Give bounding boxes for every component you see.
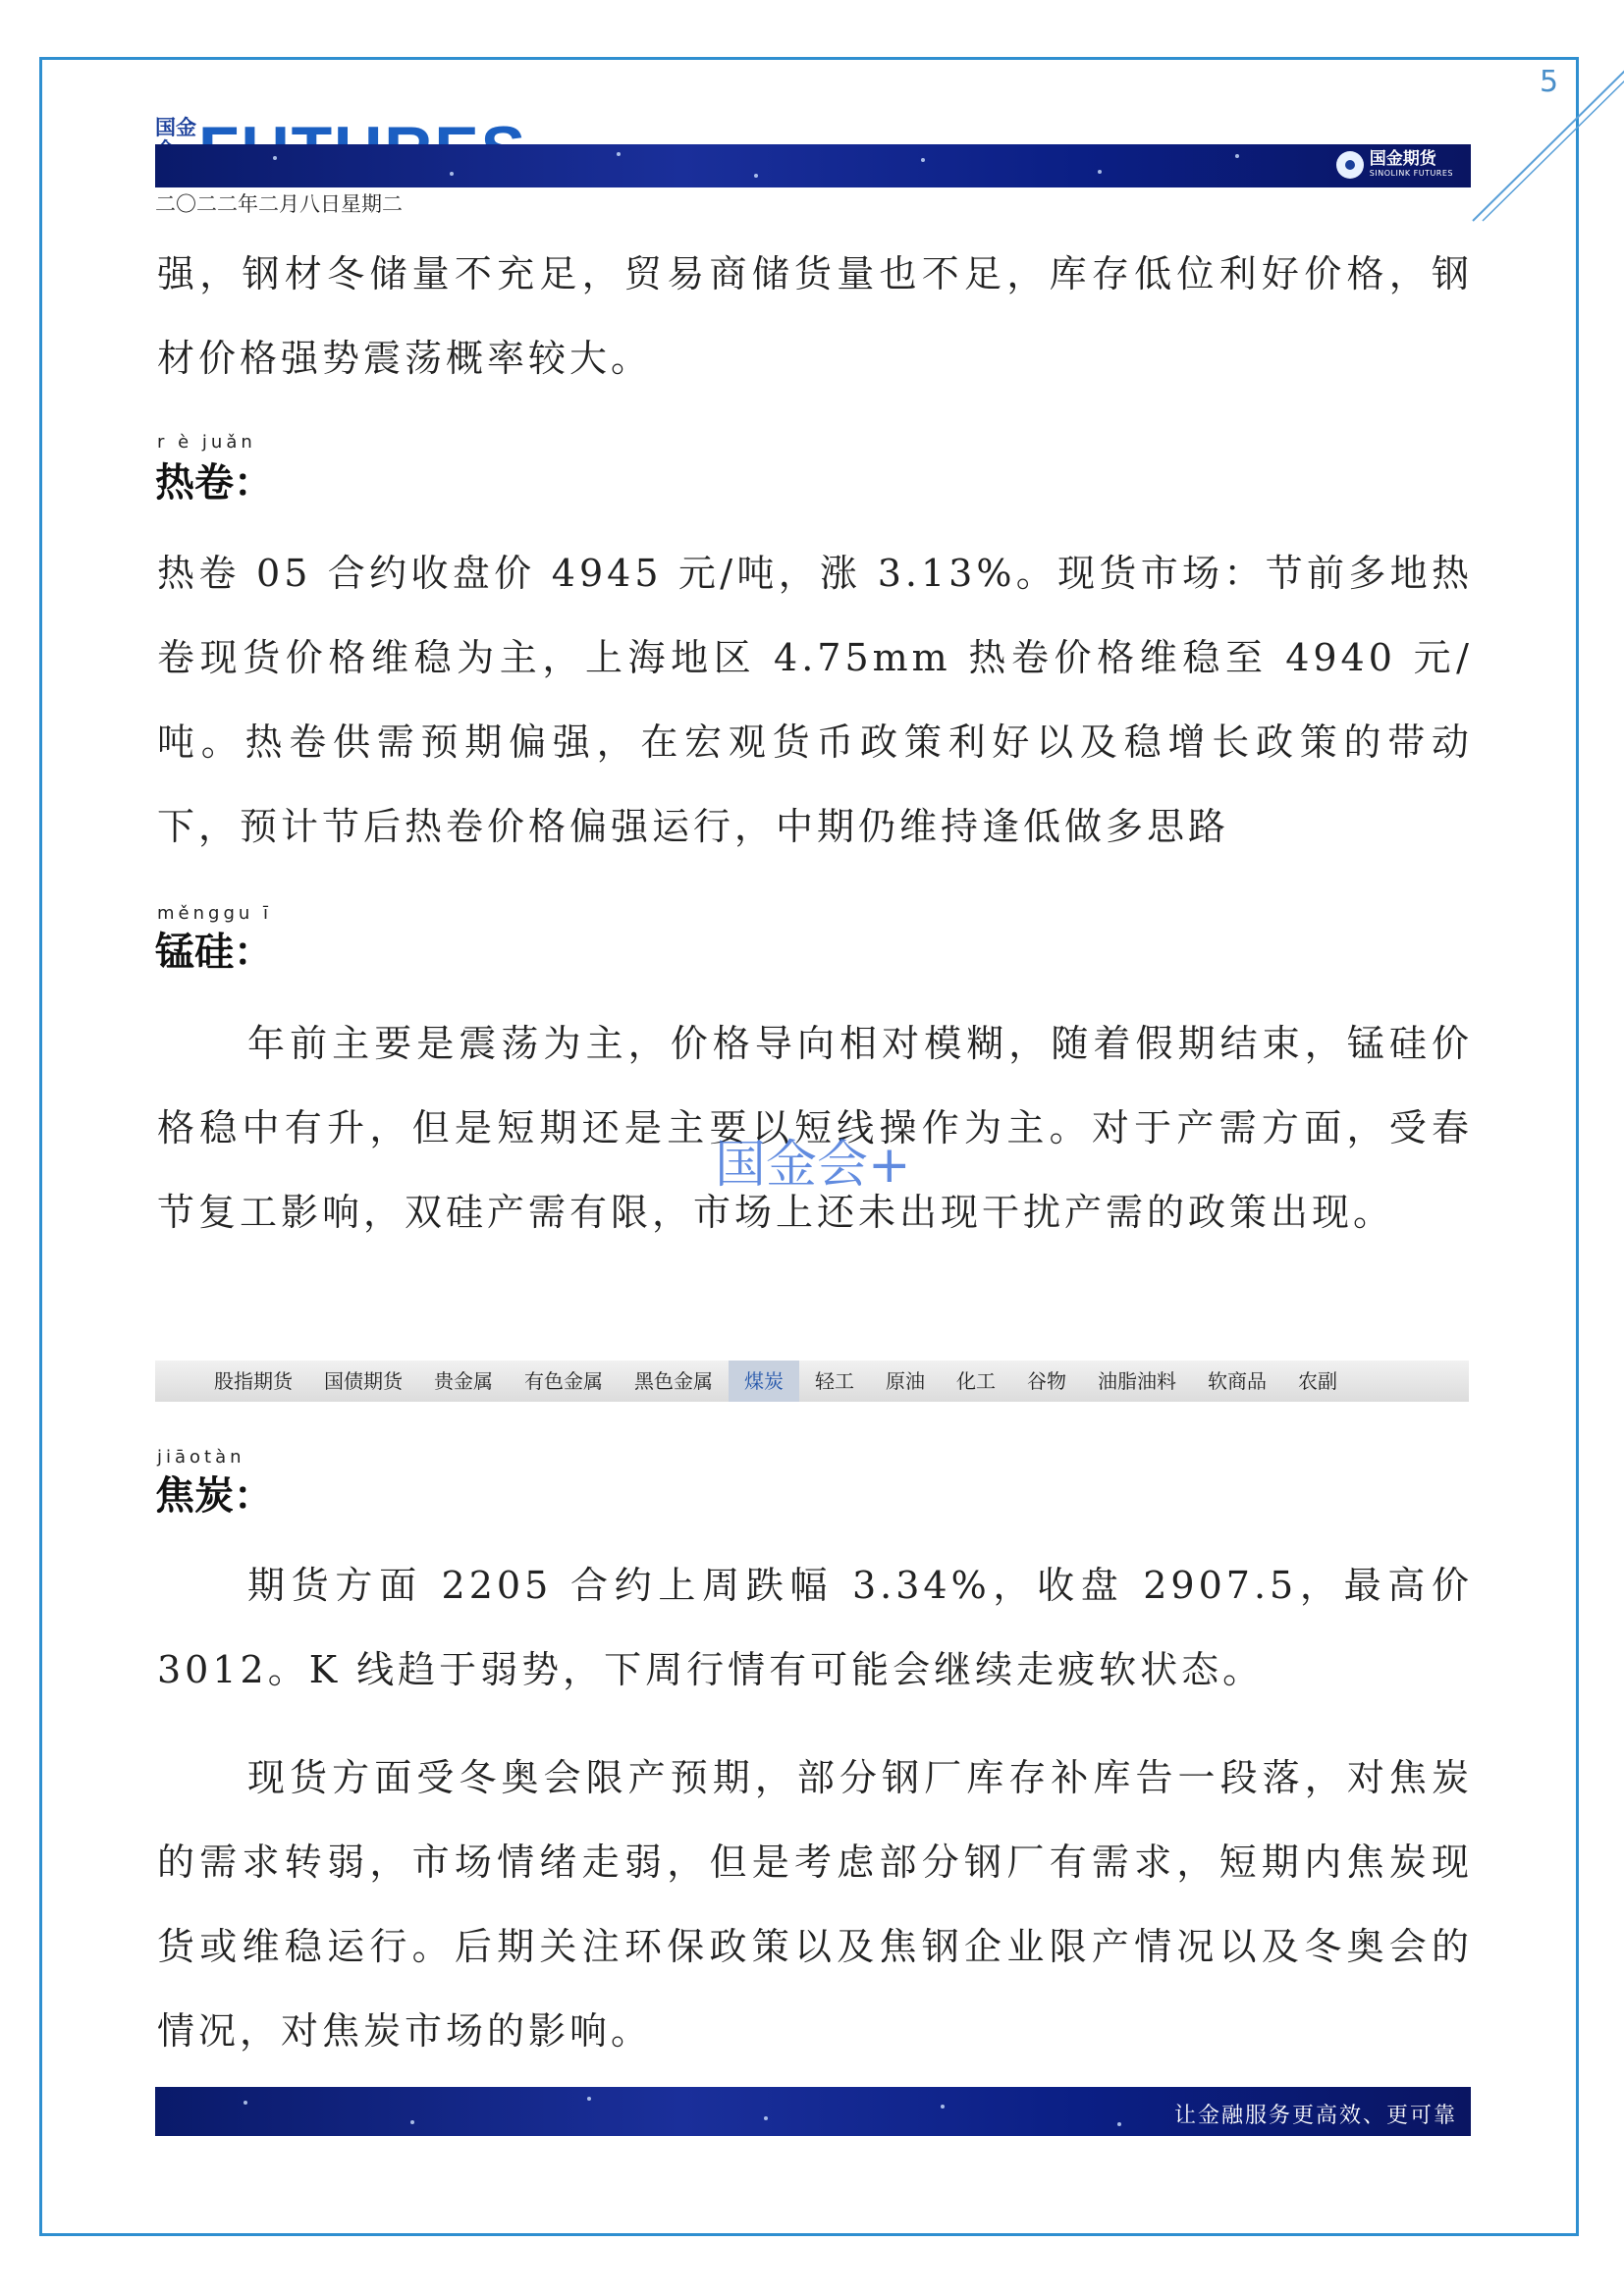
category-nav [155,1361,1469,1402]
menggui-heading: 锰硅： [155,930,273,975]
watermark: 国金会+ [715,1136,911,1195]
nav-item-12[interactable]: 农副 [1298,1369,1337,1393]
company-logo [1336,150,1453,179]
nav-item-11[interactable]: 软商品 [1208,1369,1267,1393]
nav-item-1[interactable]: 国债期货 [324,1369,403,1393]
footer-slogan: 让金融服务更高效、更可靠 [1173,2104,1457,2128]
nav-item-6[interactable]: 轻工 [815,1369,854,1393]
report-date: 二〇二二年二月八日星期二 [155,192,403,216]
nav-item-0[interactable]: 股指期货 [214,1369,293,1393]
menggui-paragraph: 年前主要是震荡为主，价格导向相对模糊，随着假期结束，锰硅价格稳中有升，但是短期还是主要以短线操作为主。对于产需方面，受春节复工影响，双硅产需有限，市场上还未出现干扰产需的政策出现。 [157,1022,1473,1234]
jiaotan-paragraph-1: 期货方面 2205 合约上周跌幅 3.34%，收盘 2907.5，最高价 3012。K 线趋于弱势，下周行情有可能会继续走疲软状态。 [157,1564,1473,1691]
rejuan-paragraph: 热卷 05 合约收盘价 4945 元/吨，涨 3.13%。现货市场：节前多地热卷现货价格维稳为主，上海地区 4.75mm 热卷价格维稳至 4940 元/吨。热卷供需预期偏强，在宏观货币政策利好以及稳增长政策的带动下，预计节后热卷价格偏强运行，中期仍维持逢低做多思路 [157,552,1473,848]
nav-item-4[interactable]: 黑色金属 [634,1369,713,1393]
brand-small-top: 国金 [155,115,196,139]
nav-item-9[interactable]: 谷物 [1027,1369,1066,1393]
jiaotan-heading: 焦炭： [155,1473,273,1519]
company-logo-icon [1336,151,1364,179]
nav-item-10[interactable]: 油脂油料 [1098,1369,1176,1393]
jiaotan-pinyin: jiāotàn [157,1447,245,1468]
menggui-pinyin: měnggu ī [157,903,272,924]
corner-decoration-icon [1463,59,1624,226]
page-number: 5 [1540,65,1559,99]
nav-item-3[interactable]: 有色金属 [524,1369,603,1393]
company-logo-en: SINOLINK FUTURES [1369,169,1453,178]
company-logo-cn: 国金期货 [1369,149,1436,169]
jiaotan-paragraph-2: 现货方面受冬奥会限产预期，部分钢厂库存补库告一段落，对焦炭的需求转弱，市场情绪走弱，但是考虑部分钢厂有需求，短期内焦炭现货或维稳运行。后期关注环保政策以及焦钢企业限产情况以及冬奥会的情况，对焦炭市场的影响。 [157,1756,1473,2053]
rejuan-heading: 热卷： [155,460,273,506]
intro-paragraph: 强，钢材冬储量不充足，贸易商储货量也不足，库存低位利好价格，钢材价格强势震荡概率较大。 [157,252,1473,380]
nav-item-8[interactable]: 化工 [956,1369,996,1393]
footer-banner [155,2087,1471,2136]
header-banner [155,144,1471,187]
nav-item-5[interactable]: 煤炭 [729,1361,799,1402]
nav-item-7[interactable]: 原油 [886,1369,925,1393]
nav-item-2[interactable]: 贵金属 [434,1369,493,1393]
rejuan-pinyin: r è juǎn [157,432,256,453]
